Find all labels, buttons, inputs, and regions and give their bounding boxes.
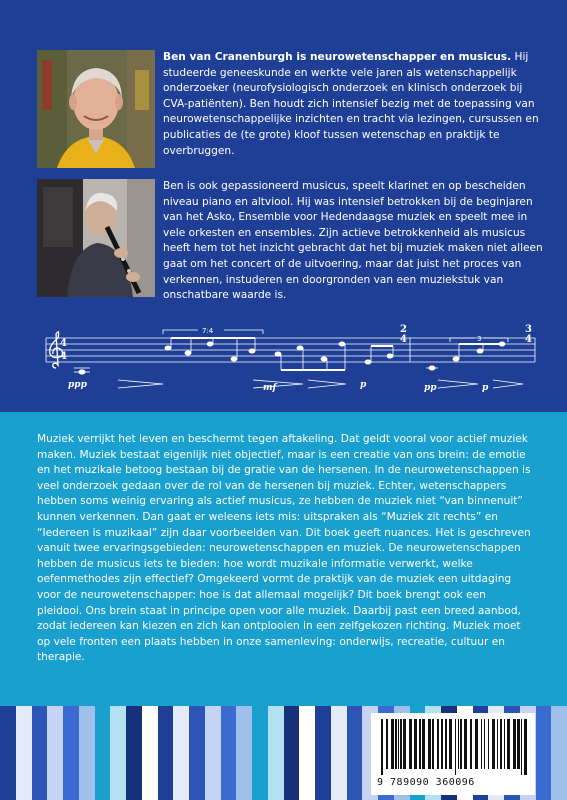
stripe <box>158 706 174 800</box>
stripe <box>331 706 347 800</box>
stripe <box>347 706 363 800</box>
time-signature-1-bottom: 4 <box>60 351 67 362</box>
stripe <box>79 706 95 800</box>
time-signature-2-top: 2 <box>400 324 407 335</box>
tuplet-label-2: 3 <box>477 335 482 343</box>
stripe <box>236 706 252 800</box>
stripe <box>551 706 567 800</box>
author-bio-paragraph-1 <box>163 50 543 159</box>
stripe <box>0 706 16 800</box>
dynamic-mf: mf <box>263 383 277 393</box>
dynamic-ppp: ppp <box>68 380 87 390</box>
stripe <box>315 706 331 800</box>
stripe <box>252 706 268 800</box>
stripe <box>536 706 552 800</box>
author-name-intro: Ben van Cranenburgh is neurowetenschapper en musicus. <box>163 51 512 63</box>
tuplet-label-1: 7:4 <box>202 327 214 335</box>
barcode-bars-icon <box>379 719 527 775</box>
stripe <box>268 706 284 800</box>
stripe <box>126 706 142 800</box>
clarinet-player-photo <box>37 179 155 297</box>
stripe <box>221 706 237 800</box>
time-signature-1-top: 4 <box>60 338 67 349</box>
stripe <box>142 706 158 800</box>
time-signature-3-top: 3 <box>525 324 532 335</box>
stripe <box>32 706 48 800</box>
dynamic-p-2: p <box>482 383 489 393</box>
stripe <box>284 706 300 800</box>
author-bio-text-1: Hij studeerde geneeskunde en werkte vele jaren als wetenschappelijk onderzoeker (neurofysiologisch onderzoek en klinisch onderzoek bij CVA-patiënten). Ben houdt zich intensief bezig met de toepassing van neurowetenschappelijke inzichten en tracht via lezingen, cursussen en publicaties de (te grote) kloof tussen wetenschap en praktijk te overbruggen. <box>163 51 539 157</box>
author-bio-paragraph-2: Ben is ook gepassioneerd musicus, speelt klarinet en op bescheiden niveau piano en altviool. Hij was intensief betrokken bij de beginjaren van het Asko, Ensemble voor Hedendaagse muziek en speelt mee in vele orkesten en ensembles. Zijn actieve betrokkenheid als musicus heeft hem tot het inzicht gebracht dat het bij muziek maken niet alleen gaat om het concert of de uitvoering, maar dat juist het proces van verkennen, instuderen en doorgronden van een muziekstuk van onschatbare waarde is. <box>163 180 543 302</box>
dynamic-p-1: p <box>360 380 367 390</box>
isbn-barcode <box>371 713 535 795</box>
stripe <box>205 706 221 800</box>
stripe <box>16 706 32 800</box>
book-description: Muziek verrijkt het leven en beschermt tegen aftakeling. Dat geldt vooral voor actief muziek maken. Muziek bestaat eigenlijk niet objectief, maar is een creatie van ons brein: de emotie en het muzikale betoog bestaan bij de gratie van de hersenen. In de neurowetenschappen is veel onderzoek gedaan over de rol van de hersenen bij muziek. Echter, wetenschappers hebben soms weinig ervaring als actief musicus, ze hebben de muziek niet “van binnenuit” kunnen verkennen. Dan gaat er weleens iets mis: uitspraken als “Muziek zit rechts” en “Iedereen is muzikaal” zijn daar voorbeelden van. Dit boek geeft nuances. Het is geschreven vanuit twee ervaringsgebieden: neurowetenschappen en muziek. De neurowetenschappen hebben de musicus iets te bieden: hoe wordt muzikale informatie verwerkt, welke oefenmethodes zijn effectief? Omgekeerd vormt de praktijk van de muziek een uitdaging voor de neurowetenschapper: hoe is dat allemaal mogelijk? Dit boek brengt ook een pleidooi. Ons brein staat in principe open voor alle muziek. Daarbij past een breed aanbod, zodat iedereen kan kiezen en zich kan ontplooien in een zelfgekozen richting. Muziek moet op vele fronten een plaats hebben in onze samenleving: onderwijs, recreatie, cultuur en therapie. <box>37 433 531 664</box>
time-signature-2-bottom: 4 <box>400 334 407 345</box>
stripe <box>189 706 205 800</box>
dynamic-hairpins <box>118 380 523 388</box>
stripe <box>173 706 189 800</box>
music-score-excerpt <box>38 318 538 398</box>
author-portrait-photo <box>37 50 155 168</box>
isbn-number: 9 789090 360096 <box>377 777 475 788</box>
time-signature-3-bottom: 4 <box>525 334 532 345</box>
stripe <box>110 706 126 800</box>
stripe <box>63 706 79 800</box>
stripe <box>95 706 111 800</box>
dynamic-pp: pp <box>424 383 437 393</box>
stripe <box>47 706 63 800</box>
stripe <box>299 706 315 800</box>
